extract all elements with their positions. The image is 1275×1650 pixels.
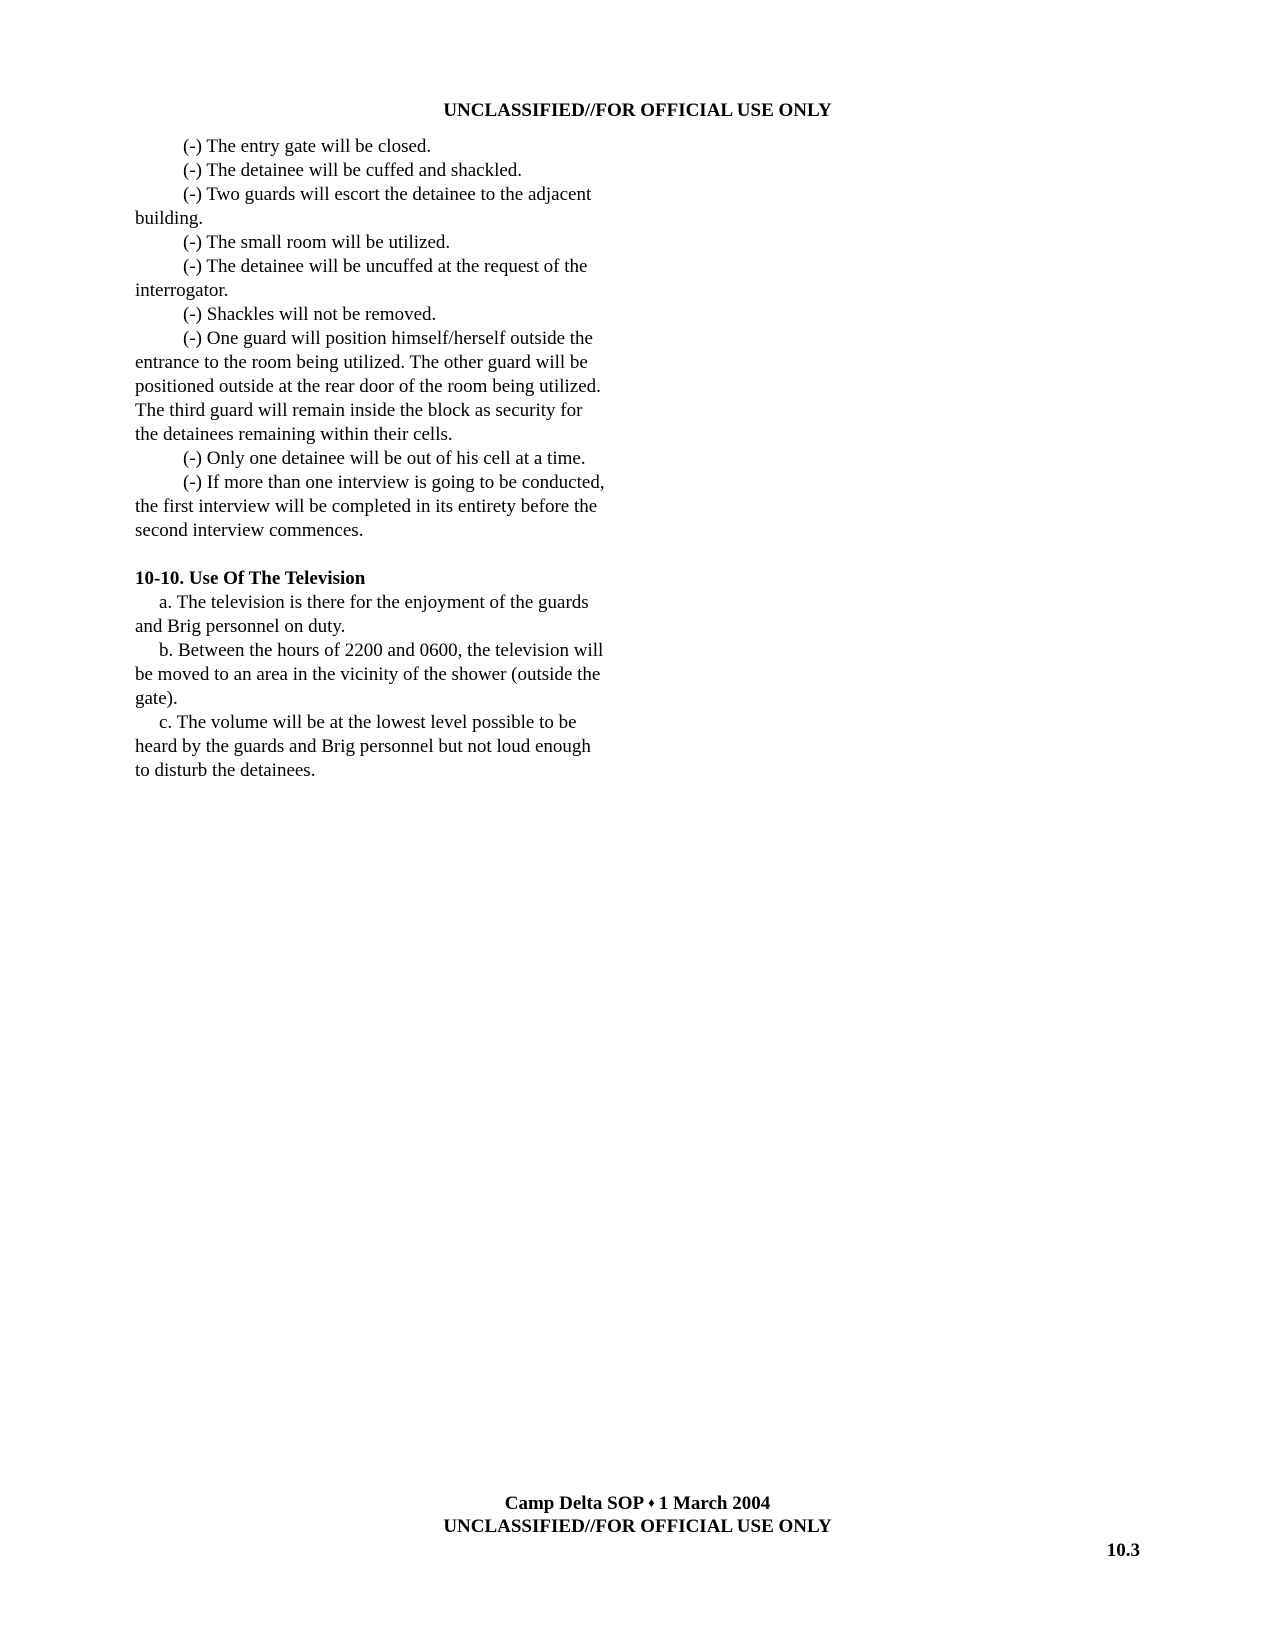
paragraph-b: b. Between the hours of 2200 and 0600, the television will be moved to an area in the vicinity of the shower (outside the gate). — [135, 640, 604, 709]
list-item: (-) Shackles will not be removed. — [183, 304, 437, 325]
footer-doc-title: Camp Delta SOP — [504, 1493, 645, 1514]
footer-classification: UNCLASSIFIED//FOR OFFICIAL USE ONLY — [443, 1516, 832, 1537]
paragraph-a: a. The television is there for the enjoyment of the guards and Brig personnel on duty. — [135, 592, 589, 637]
paragraph-c: c. The volume will be at the lowest level possible to be heard by the guards and Brig personnel but not loud enough to disturb the detainees. — [135, 712, 591, 781]
section-heading: 10-10. Use Of The Television — [135, 568, 366, 589]
list-item: (-) Only one detainee will be out of his cell at a time. — [183, 448, 586, 469]
list-item: (-) If more than one interview is going to be conducted, the first interview will be completed in its entirety before the second interview commences. — [135, 472, 605, 541]
header-classification: UNCLASSIFIED//FOR OFFICIAL USE ONLY — [443, 100, 832, 121]
footer-title-line — [0, 1491, 1275, 1516]
page-number: 10.3 — [1106, 1540, 1140, 1561]
list-item: (-) The entry gate will be closed. — [183, 136, 432, 157]
list-item: (-) One guard will position himself/herself outside the entrance to the room being utilized. The other guard will be positioned outside at the rear door of the room being utilized. The third guard will remain inside the block as security for the detainees remaining within their cells. — [135, 328, 601, 445]
list-item: (-) The detainee will be uncuffed at the request of the interrogator. — [135, 256, 588, 301]
footer-date: 1 March 2004 — [658, 1493, 771, 1514]
document-body — [135, 135, 605, 783]
diamond-icon: ♦ — [648, 1495, 655, 1510]
list-item: (-) The small room will be utilized. — [183, 232, 451, 253]
list-item: (-) Two guards will escort the detainee to the adjacent building. — [135, 184, 592, 229]
list-item: (-) The detainee will be cuffed and shackled. — [183, 160, 523, 181]
